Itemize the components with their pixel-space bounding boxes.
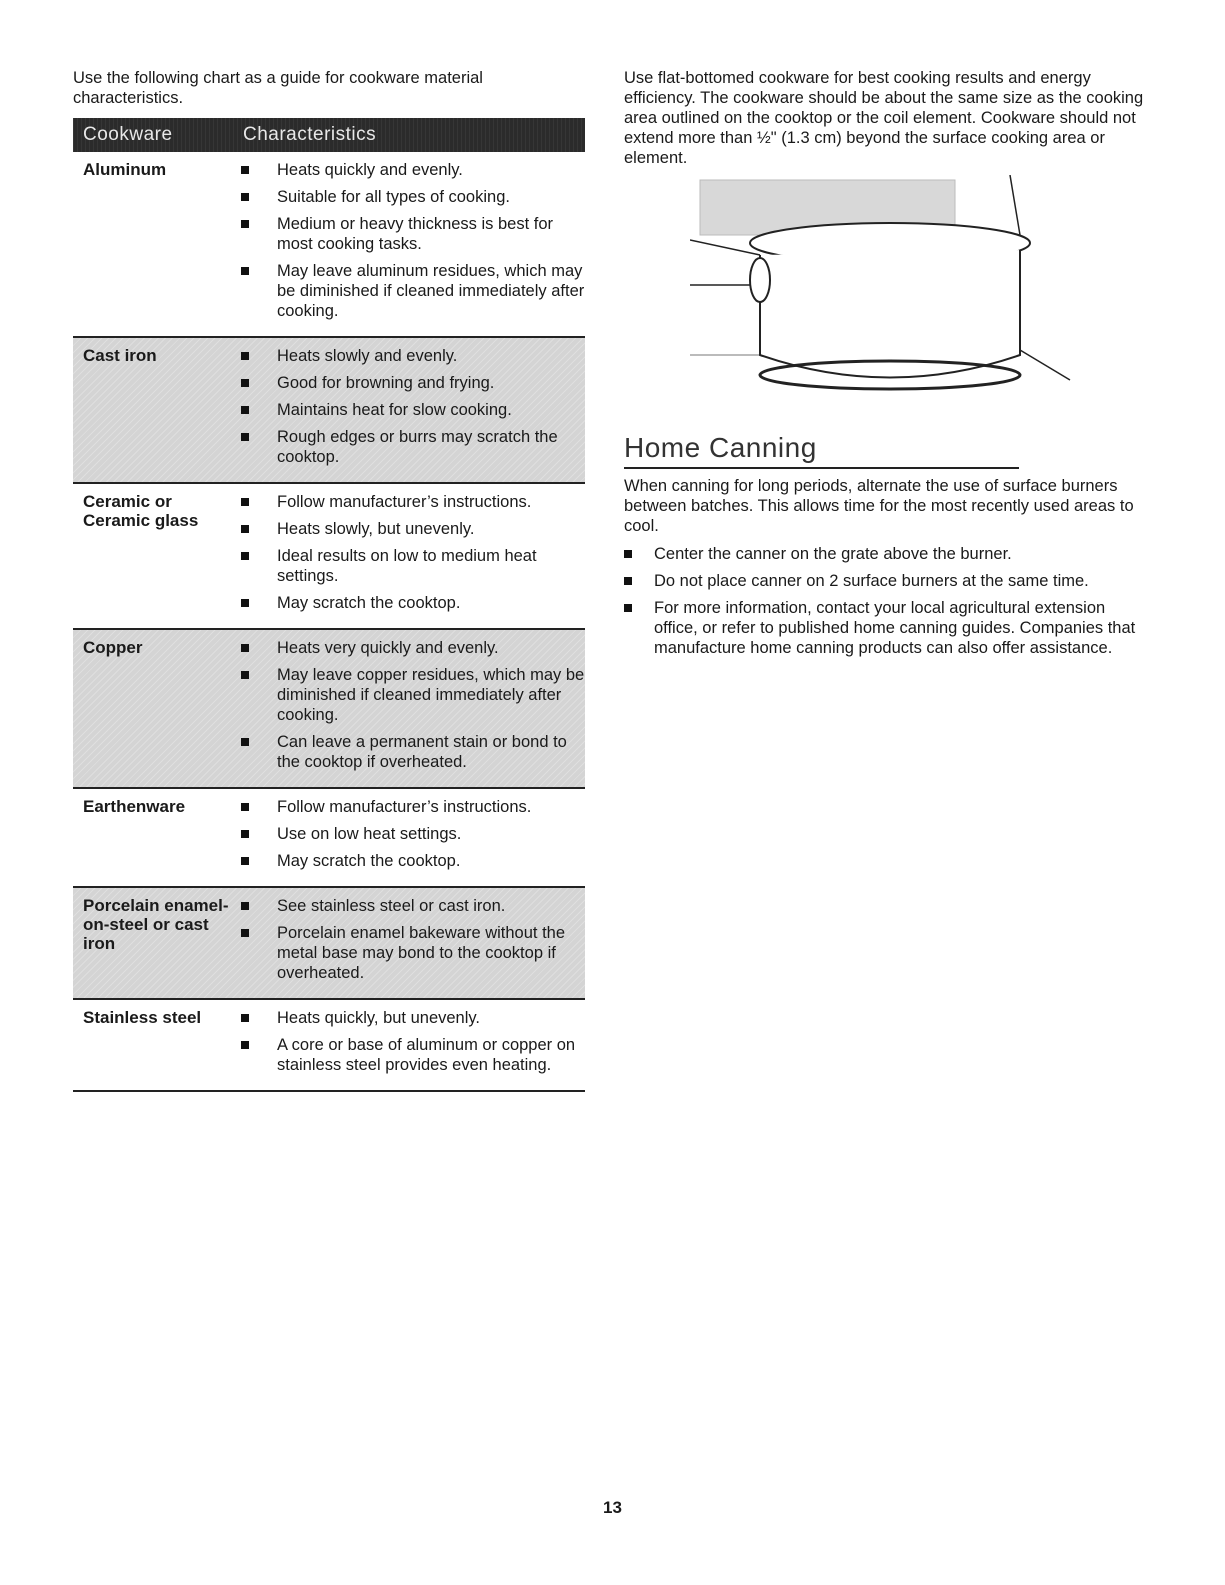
- home-canning-list: [624, 544, 1144, 658]
- list-item: Porcelain enamel bakeware without the metal base may bond to the cooktop if overheated.: [241, 923, 585, 983]
- list-item: Follow manufacturer’s instructions.: [241, 797, 585, 817]
- list-item: Heats slowly, but unevenly.: [241, 519, 585, 539]
- material-name: Copper: [83, 638, 143, 657]
- list-item: See stainless steel or cast iron.: [241, 896, 585, 916]
- list-item: Maintains heat for slow cooking.: [241, 400, 585, 420]
- list-item: Medium or heavy thickness is best for most cooking tasks.: [241, 214, 585, 254]
- header-characteristics: Characteristics: [243, 124, 377, 145]
- table-row: [73, 1000, 585, 1092]
- list-item: May leave copper residues, which may be diminished if cleaned immediately after cooking.: [241, 665, 585, 725]
- list-item: Follow manufacturer’s instructions.: [241, 492, 585, 512]
- table-row: [73, 630, 585, 789]
- home-canning-heading: Home Canning: [624, 432, 1019, 469]
- characteristics-list: [241, 158, 585, 328]
- list-item: Heats slowly and evenly.: [241, 346, 585, 366]
- table-row: [73, 484, 585, 630]
- characteristics-list: [241, 1006, 585, 1082]
- list-item: Do not place canner on 2 surface burners at the same time.: [624, 571, 1144, 591]
- list-item: May scratch the cooktop.: [241, 851, 585, 871]
- table-header: [73, 118, 585, 152]
- material-name: Earthenware: [83, 797, 186, 816]
- characteristics-list: [241, 894, 585, 990]
- characteristics-list: [241, 636, 585, 779]
- list-item: For more information, contact your local agricultural extension office, or refer to published home canning guides. Companies that manufacture home canning products can also offer assistance.: [624, 598, 1144, 658]
- pot-on-burner-illustration: [690, 175, 1080, 405]
- list-item: Ideal results on low to medium heat settings.: [241, 546, 585, 586]
- table-row: [73, 789, 585, 888]
- header-cookware: Cookware: [83, 124, 173, 145]
- table-row: [73, 338, 585, 484]
- list-item: Heats very quickly and evenly.: [241, 638, 585, 658]
- list-item: May leave aluminum residues, which may be diminished if cleaned immediately after cooking.: [241, 261, 585, 321]
- intro-text: Use the following chart as a guide for cookware material characteristics.: [73, 69, 483, 107]
- material-name: Porcelain enamel-on-steel or cast iron: [83, 896, 229, 953]
- list-item: Heats quickly, but unevenly.: [241, 1008, 585, 1028]
- list-item: A core or base of aluminum or copper on stainless steel provides even heating.: [241, 1035, 585, 1075]
- table-row: [73, 888, 585, 1000]
- material-name: Cast iron: [83, 346, 157, 365]
- cookware-size-text: Use flat-bottomed cookware for best cooking results and energy efficiency. The cookware should be about the same size as the cooking area outlined on the cooktop or the coil element. Cookware should not extend more than ½" (1.3 cm) beyond the surface cooking area or element.: [624, 69, 1144, 167]
- page-number: 13: [603, 1498, 622, 1517]
- list-item: Good for browning and frying.: [241, 373, 585, 393]
- material-name: Stainless steel: [83, 1008, 202, 1027]
- list-item: Center the canner on the grate above the burner.: [624, 544, 1144, 564]
- cookware-table: [73, 118, 585, 1092]
- list-item: Can leave a permanent stain or bond to the cooktop if overheated.: [241, 732, 585, 772]
- list-item: Heats quickly and evenly.: [241, 160, 585, 180]
- home-canning-section: [624, 476, 1144, 665]
- home-canning-paragraph: When canning for long periods, alternate the use of surface burners between batches. This allows time for the most recently used areas to cool.: [624, 477, 1134, 535]
- table-row: [73, 152, 585, 338]
- characteristics-list: [241, 344, 585, 474]
- characteristics-list: [241, 795, 585, 878]
- list-item: May scratch the cooktop.: [241, 593, 585, 613]
- list-item: Use on low heat settings.: [241, 824, 585, 844]
- table-body: [73, 152, 585, 1092]
- list-item: Suitable for all types of cooking.: [241, 187, 585, 207]
- material-name: Ceramic or Ceramic glass: [83, 492, 199, 530]
- material-name: Aluminum: [83, 160, 167, 179]
- characteristics-list: [241, 490, 585, 620]
- list-item: Rough edges or burrs may scratch the cooktop.: [241, 427, 585, 467]
